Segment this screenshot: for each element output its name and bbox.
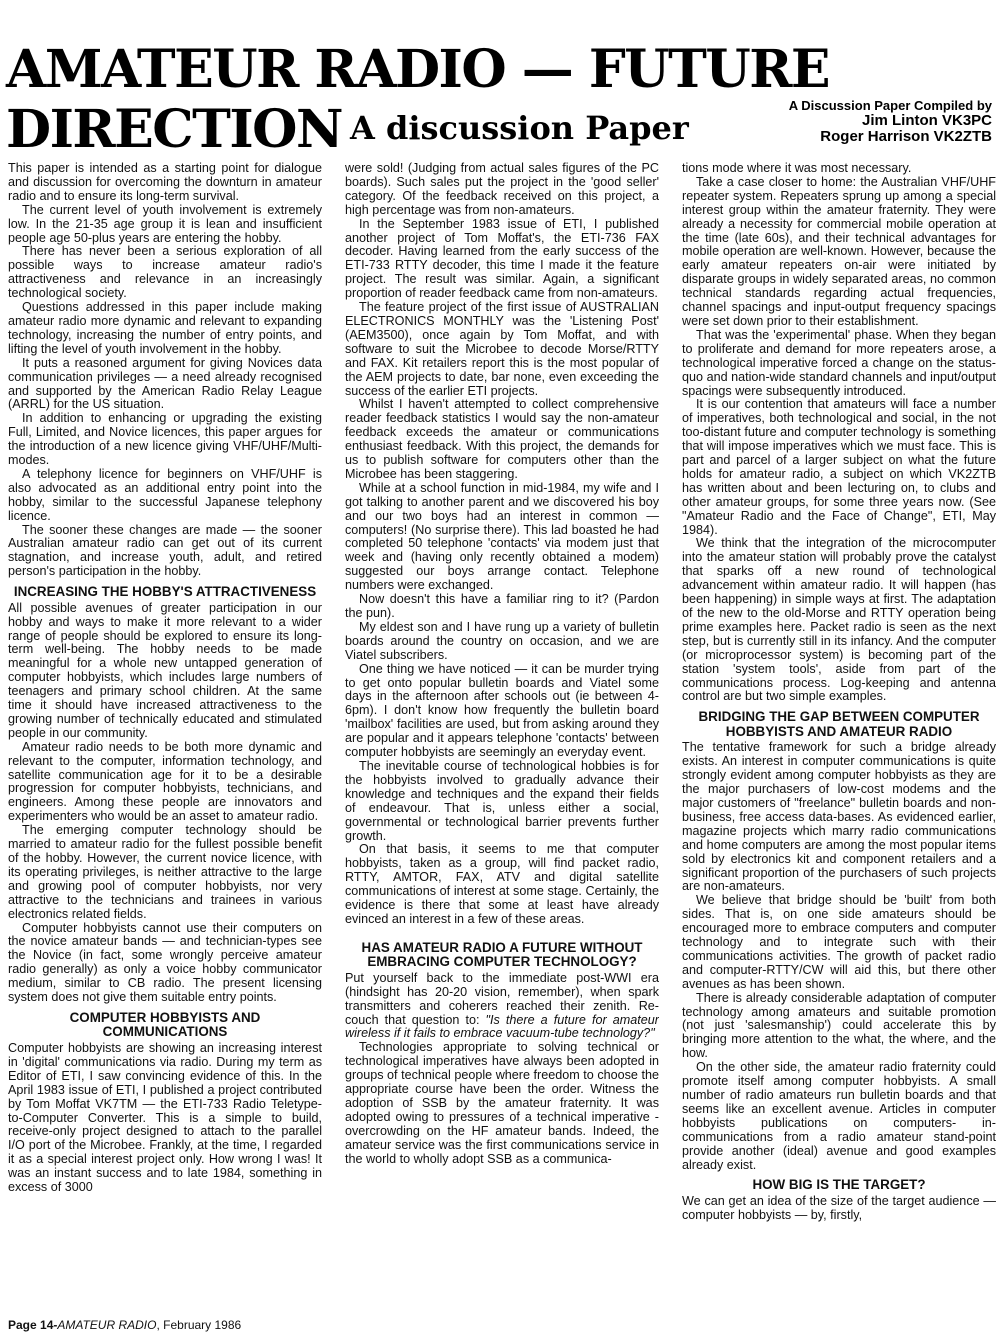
paragraph: That was the 'experimental' phase. When they began to proliferate and demand for more repeaters arose, a technological imperative forced a change on the status-quo and nation-wide standard channels and input/output spacings were subsequently introduced.: [682, 327, 996, 398]
paragraph: were sold! (Judging from actual sales figures of the PC boards). Such sales put the project in the 'good seller' category. Of the feedback received on this project, a high percentage was from non-amateurs.: [345, 162, 659, 217]
paragraph: In addition to enhancing or upgrading the existing Full, Limited, and Novice licences, this paper argues for the introduction of a new licence giving VHF/UHF/Multi-modes.: [8, 411, 322, 468]
page-footer: [8, 1318, 241, 1332]
paragraph: Questions addressed in this paper include making amateur radio more dynamic and relevant to expanding technology, increasing the number of entry points, and lifting the level of youth involvement in the hobby.: [8, 300, 322, 356]
paragraph: My eldest son and I have rung up a variety of bulletin boards around the country on occasion, and we are Viatel subscribers.: [345, 619, 659, 662]
paragraph: tions mode where it was most necessary.: [682, 162, 912, 175]
paragraph: Now doesn't this have a familiar ring to it? (Pardon the pun).: [345, 592, 659, 620]
quoted-question: "Is there a future for amateur wireless if it fails to embrace vacuum-tube technology?": [345, 1012, 659, 1041]
issue-date: , February 1986: [156, 1318, 242, 1332]
paragraph: It puts a reasoned argument for giving Novices data communication privileges — a need already recognised and supported by the American Radio Relay League (ARRL) for the US situation.: [8, 355, 322, 412]
page-number: Page 14-: [8, 1318, 58, 1332]
paragraph: There is already considerable adaptation of computer technology among amateurs and suitable promotion (not just 'salesmanship') could accelerate this by bringing more attention to the what, the where, and the how.: [682, 990, 996, 1061]
section-heading: BRIDGING THE GAP BETWEEN COMPUTER HOBBYISTS AND AMATEUR RADIO: [698, 709, 980, 739]
section-heading: COMPUTER HOBBYISTS AND COMMUNICATIONS: [69, 1009, 261, 1040]
paragraph: Computer hobbyists are showing an increasing interest in 'digital' communications via radio. During my term as Editor of ETI, I saw convincing evidence of this. In the April 1983 issue of ETI, I published a project contributed by Tom Moffat VK7TM — the ETI-733 Radio Teletype-to-Computer Converter. This is a simple to build, receive-only project designed to attach to the parallel I/O port of the Microbee. Frankly, at the time, I regarded it as a special interest project only. How wrong I was! It was an instant success and to late 1984, something in excess of 3000: [8, 1040, 322, 1195]
section-heading: HOW BIG IS THE TARGET?: [752, 1177, 926, 1193]
article-subtitle: A discussion Paper: [350, 109, 689, 147]
article-title-line2: DIRECTION: [6, 99, 343, 160]
paragraph: The current level of youth involvement is extremely low. In the 21-35 age group it is lean and insufficient people age 50-plus years are entering the hobby.: [8, 202, 322, 245]
paragraph: On that basis, it seems to me that computer hobbyists, taken as a group, will find packet radio, RTTY, AMTOR, FAX, ATV and digital satellite communications of interest at some stage. Certainly, the evidence is there that some at least have already evinced an interest in a few of these areas.: [345, 842, 659, 926]
paragraph: The feature project of the first issue of AUSTRALIAN ELECTRONICS MONTHLY was the 'Listening Post' (AEM3500), once again by Tom Moffat, and with software to suit the Microbee to decode Morse/RTTY and FAX. Kit retailers report this is the most popular of the AEM projects to date, bar none, even exceeding the success of the earlier ETI projects.: [345, 300, 659, 398]
paragraph: The inevitable course of technological hobbies is for the hobbyists involved to gradually advance their knowledge and techniques and the expand their fields of endeavour. That is, unless either a social, governmental or technological barrier prevents further growth.: [345, 758, 659, 843]
paragraph: Take a case closer to home: the Australian VHF/UHF repeater system. Repeaters sprung up among a special interest group within the amateur fraternity. They were already a necessity for commercial mobile operation at the time (late 60s), and their technical advantages for mobile operation are well-known. However, because the early amateur repeaters on-air were initiated by disparate groups in widely separated areas, no common technical standards regarding actual frequencies, channel spacings and input-output frequency spacings were set down prior to their establishment.: [682, 174, 996, 328]
paragraph: We think that the integration of the microcomputer into the amateur station will probably prove the catalyst that sparks off a new round of technological advancement within amateur radio. It will happen (has been happening) in simple ways at first. The adaptation of the new to the old-Morse and RTTY operation being prime examples here. Packet radio is seen as the next step, but is currently still in its infancy. And the computer (or microprocessor system) is becoming part of the station 'system tools', aside from part of the communications process. Log-keeping and antenna control are but two simple examples.: [682, 536, 996, 704]
byline: [732, 98, 992, 145]
paragraph: Computer hobbyists cannot use their computers on the novice amateur bands — and technician-types see the Novice (in fact, some wrongly perceive amateur radio generally) as only a voice hobby communicator medium, similar to CB radio. The present licensing system does not give them suitable entry points.: [8, 920, 322, 1005]
paragraph: The sooner these changes are made — the sooner Australian amateur radio can get out of its current stagnation, and increase youth, adult, and retired person's participation in the hobby.: [8, 522, 322, 579]
article-title-line1: AMATEUR RADIO — FUTURE: [6, 39, 830, 100]
paragraph: We believe that bridge should be 'built' from both sides. That is, on one side amateurs should be encouraged more to embrace computers and computer technology and to integrate such with their communications activities. The growth of packet radio and computer-RTTY/CW will aid this, but there other avenues as has been shown.: [682, 893, 996, 991]
magazine-name: AMATEUR RADIO: [57, 1318, 157, 1332]
author-1: Jim Linton VK3PC: [861, 112, 992, 129]
paragraph: In the September 1983 issue of ETI, I published another project of Tom Moffat's, the ETI-736 FAX decoder. Having learned from the early success of the ETI-733 RTTY decoder, this time I made it the feature project. The result was similar. Again, a significant proportion of reader feedback came from non-amateurs.: [345, 216, 659, 301]
paragraph: [345, 972, 659, 1042]
byline-intro: A Discussion Paper Compiled by: [788, 98, 992, 113]
paragraph: Whilst I haven't attempted to collect comprehensive reader feedback statistics I would say the non-amateur feedback exceeds the amateur or communications enthusiast feedback. With this project, the demands for us to publish software for computers other than the Microbee has been staggering.: [345, 397, 659, 481]
paragraph: Technologies appropriate to solving technical or technological imperatives have always been adopted in groups of technical people where freedom to choose the appropriate course have been the order. Witness the adoption of SSB by the amateur fraternity. It was adopted owing to pressures of a technical imperative - overcrowding on the HF amateur bands. Indeed, the amateur service was the first communications service in the world to wholly adopt SSB as a communica-: [345, 1040, 659, 1166]
paragraph: The emerging computer technology should be married to amateur radio for the fullest possible benefit of the hobby. However, the current novice licence, with its operating privileges, is neither attractive to the large and growing pool of computer hobbyists, nor very attractive to the technicians and trainees in various electronics related fields.: [8, 823, 322, 921]
paragraph: While at a school function in mid-1984, my wife and I got talking to another parent and we discovered his boy and our two boys had an interest in common — computers! (No surprise there). This lad boasted he had completed 50 telephone 'contacts' via modem just that week and (having only recently obtained a modem) suggested our boys arrange contact. Telephone numbers were exchanged.: [345, 480, 659, 593]
paragraph: One thing we have noticed — it can be murder trying to get onto popular bulletin boards and Viatel some days in the afternoon after schools out (ie between 4-6pm). I don't know how frequently the bulletin board 'mailbox' facilities are used, but from asking around they are popular and it appears telephone 'contacts' between computer hobbyists are seemingly an everyday event.: [345, 661, 659, 760]
author-2: Roger Harrison VK2ZTB: [820, 128, 992, 145]
paragraph: On the other side, the amateur radio fraternity could promote itself among computer hobbyists. A small number of radio amateurs run bulletin boards and that seems like an excellent avenue. Articles in computer hobbyists publications on computers- in-communications from a radio amateur stand-point provide another (ideal) avenue and good examples already exist.: [682, 1060, 996, 1172]
paragraph: We can get an idea of the size of the target audience — computer hobbyists — by, firstly,: [682, 1193, 996, 1222]
column-2: [345, 162, 659, 1312]
section-heading: HAS AMATEUR RADIO A FUTURE WITHOUT EMBRACING COMPUTER TECHNOLOGY?: [361, 939, 643, 970]
column-3: [682, 162, 996, 1312]
paragraph-text: Put yourself back to the immediate post-WWI era (hindsight has 20-20 vision, remember), when spark transmitters and coherers reached their zenith. Re-couch that question to:: [345, 970, 659, 1027]
paragraph: Amateur radio needs to be both more dynamic and relevant to the computer, information technology, and satellite communication age for it to be a desirable progression for computer hobbyists, technicians, and engineers. Among these people are innovators and experimenters who would be an asset to amateur radio.: [8, 739, 322, 824]
section-heading: INCREASING THE HOBBY'S ATTRACTIVENESS: [13, 584, 317, 600]
paragraph: A telephony licence for beginners on VHF/UHF is also advocated as an additional entry point into the hobby, similar to the successful Japanese telephony licence.: [8, 466, 322, 523]
paragraph: This paper is intended as a starting point for dialogue and discussion for overcoming the downturn in amateur radio and to ensure its long-term survival.: [8, 162, 322, 203]
paragraph: All possible avenues of greater participation in our hobby and ways to make it more relevant to a wider range of people should be explored to ensure its long-term well-being. The hobby needs to be made meaningful for a whole new untapped generation of computer hobbyists, which includes large numbers of teenagers and primary school children. At the same time it should have increased attractiveness to the growing number of technically educated and stimulated people in our community.: [8, 600, 322, 740]
paragraph: It is our contention that amateurs will face a number of imperatives, both technological and social, in the not too-distant future and computer technology is something that will impose imperatives which we must face. This is part and parcel of a larger subject on what the future holds for amateur radio, a subject on which VK2ZTB has written about and been lecturing on, to clubs and other amateur groups, for some three years now. (See "Amateur Radio and the Face of Change", ETI, May 1984).: [682, 397, 996, 537]
column-1: [8, 162, 322, 1312]
paragraph: There has never been a serious exploration of all possible ways to increase amateur radio's attractiveness and relevance in an increasingly technological society.: [8, 244, 322, 301]
paragraph: The tentative framework for such a bridge already exists. An interest in computer communications is quite strongly evident among computer hobbyists as they are the major purchasers of low-cost modems and the major customers of "freelance" bulletin boards and non-business, free access data-bases. As evidenced earlier, magazine projects which marry radio communications and home computers are among the most popular items sold by electronics kit and component retailers and a significant proportion of the purchasers of such projects are non-amateurs.: [682, 740, 996, 894]
